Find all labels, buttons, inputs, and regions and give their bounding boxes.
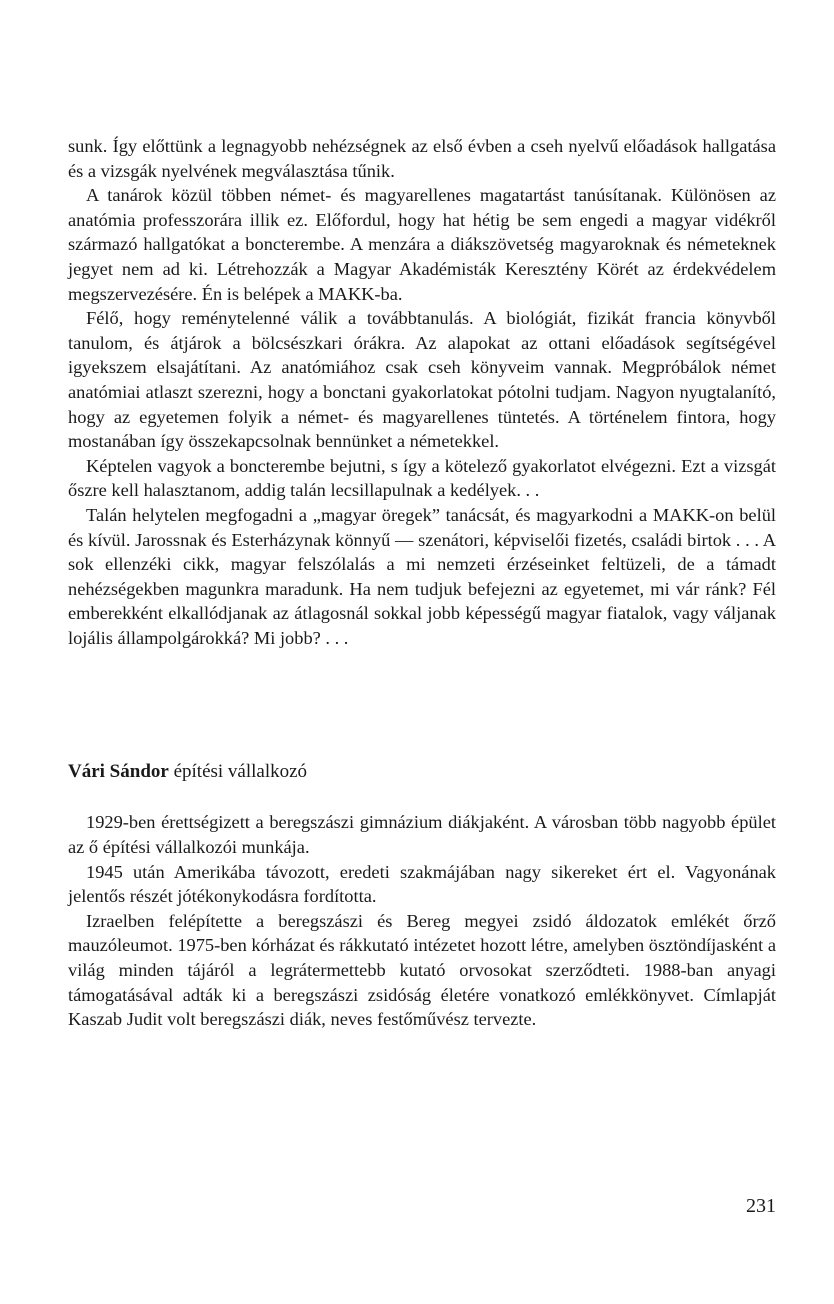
person-role: építési vállalkozó bbox=[173, 761, 308, 783]
paragraph: Talán helytelen megfogadni a „magyar öregek” tanácsát, és magyarkodni a MAKK-on belül és kívül. Jarossnak és Esterházynak könnyű — szenátori, képviselői fizetés, családi birtok . . . A sok ellenzéki cikk, magyar felszólalás a mi nemzeti érzéseinket feltüzeli, de a támadt nehézségekben magunkra maradunk. Ha nem tudjuk befejezni az egyetemet, mi vár ránk? Fél emberekként elkallódjanak az átlagosnál sokkal jobb képességű magyar fiatalok, vagy váljanak lojális állampolgárokká? Mi jobb? . . . bbox=[68, 504, 776, 648]
paragraph: Izraelben felépítette a beregszászi és Bereg megyei zsidó áldozatok emlékét őrző mauzóleumot. 1975-ben kórházat és rákkutató intézetet hozott létre, amelyben ösztöndíjasként a világ minden tájáról a legrátermettebb kutató orvosokat szerződteti. 1988-ban anyagi támogatásával adták ki a beregszászi zsidóság életére vonatkozó emlékkönyvet. Címlapját Kaszab Judit volt beregszászi diák, neves festőművész tervezte. bbox=[68, 910, 776, 1030]
paragraph: Képtelen vagyok a boncterembe bejutni, s így a kötelező gyakorlatot elvégezni. Ezt a vizsgát őszre kell halasztanom, addig talán lecsillapulnak a kedélyek. . . bbox=[68, 455, 776, 501]
paragraph: A tanárok közül többen német- és magyarellenes magatartást tanúsítanak. Különösen az anatómia professzorára illik ez. Előfordul, hogy hat hétig be sem engedi a magyar vidékről származó hallgatókat a boncterembe. A menzára a diákszövetség magyaroknak és németeknek jegyet nem ad ki. Létrehozzák a Magyar Akadémisták Keresztény Körét az érdekvédelem megszervezésére. Én is belépek a MAKK-ba. bbox=[68, 185, 776, 304]
biography-section bbox=[68, 810, 776, 1031]
section-heading bbox=[68, 760, 776, 784]
paragraph: 1945 után Amerikába távozott, eredeti szakmájában nagy sikereket ért el. Vagyonának jelentős részét jótékonykodásra fordította. bbox=[68, 861, 776, 907]
memoir-section bbox=[68, 134, 776, 650]
page-body bbox=[68, 134, 776, 1032]
paragraph: 1929-ben érettségizett a beregszászi gimnázium diákjaként. A városban több nagyobb épület az ő építési vállalkozói munkája. bbox=[68, 812, 776, 858]
person-name: Vári Sándor bbox=[68, 761, 169, 783]
paragraph: sunk. Így előttünk a legnagyobb nehézségnek az első évben a cseh nyelvű előadások hallgatása és a vizsgák nyelvének megválasztása tűnik. bbox=[68, 136, 776, 181]
page-number: 231 bbox=[746, 1195, 776, 1217]
paragraph: Félő, hogy reménytelenné válik a továbbtanulás. A biológiát, fizikát francia könyvből tanulom, és átjárok a bölcsészkari órákra. Az alapokat az ottani előadások segítségével igyekszem elsajátítani. Az anatómiához csak cseh könyveim vannak. Megpróbálok német anatómiai atlaszt szerezni, hogy a bonctani gyakorlatokat pótolni tudjam. Nagyon nyugtalanító, hogy az egyetemen folyik a német- és magyarellenes tüntetés. A történelem fintora, hogy mostanában így összekapcsolnak bennünket a németekkel. bbox=[68, 308, 776, 452]
